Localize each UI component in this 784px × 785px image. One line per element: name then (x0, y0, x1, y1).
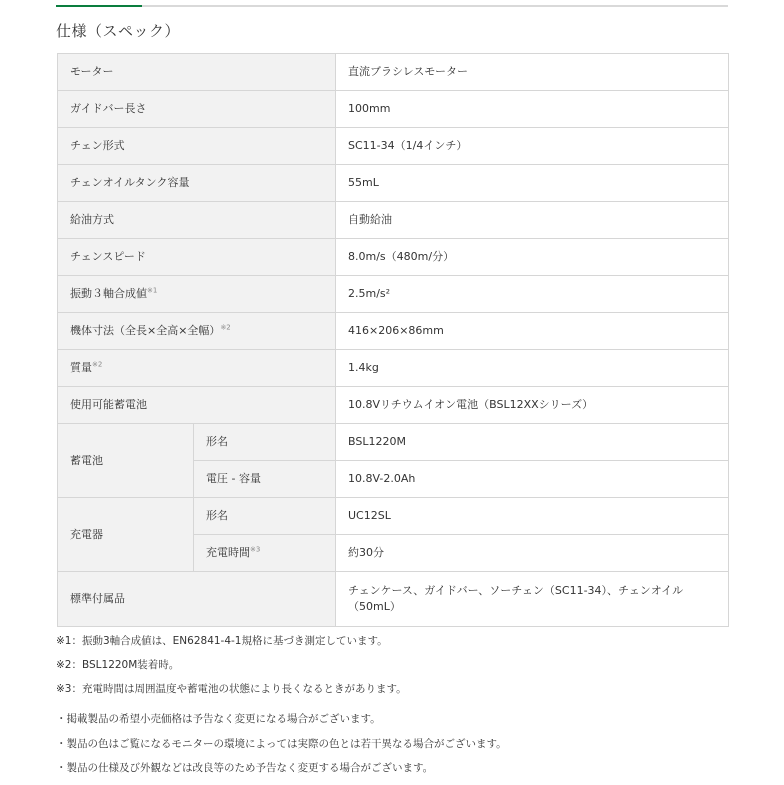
spec-group-label: 充電器 (58, 498, 194, 572)
disclaimers (56, 711, 507, 785)
spec-label: 機体寸法（全長×全高×全幅） (70, 324, 221, 337)
spec-label: モーター (58, 54, 336, 91)
spec-sub-label: 形名 (194, 424, 336, 461)
spec-label: 給油方式 (58, 202, 336, 239)
spec-value: UC12SL (336, 498, 729, 535)
table-row (58, 572, 729, 627)
spec-value: 416×206×86mm (336, 313, 729, 350)
spec-label: 質量 (70, 361, 92, 374)
spec-value: 8.0m/s（480m/分） (336, 239, 729, 276)
table-row (58, 239, 729, 276)
table-row (58, 313, 729, 350)
table-row (58, 54, 729, 91)
spec-label: チェンオイルタンク容量 (58, 165, 336, 202)
spec-value: BSL1220M (336, 424, 729, 461)
disclaimer-item: ・掲載製品の希望小売価格は予告なく変更になる場合がございます。 (56, 713, 381, 725)
table-row (58, 424, 729, 461)
spec-label-cell (58, 276, 336, 313)
spec-label-cell (58, 350, 336, 387)
spec-value: 約30分 (336, 535, 729, 572)
footnote-ref: ※2 (220, 323, 231, 332)
table-row (58, 91, 729, 128)
spec-sub-label: 電圧 - 容量 (194, 461, 336, 498)
spec-sub-label: 形名 (194, 498, 336, 535)
spec-sub-label-cell (194, 535, 336, 572)
spec-value: 10.8V-2.0Ah (336, 461, 729, 498)
spec-label: チェン形式 (58, 128, 336, 165)
table-row (58, 498, 729, 535)
spec-value: 100mm (336, 91, 729, 128)
table-row (58, 387, 729, 424)
section-divider-accent (56, 5, 142, 7)
spec-value: チェンケース、ガイドバー、ソーチェン（SC11-34）、チェンオイル（50mL） (336, 572, 729, 627)
section-divider (56, 5, 728, 7)
disclaimer-item: ・製品の仕様及び外観などは改良等のため予告なく変更する場合がございます。 (56, 762, 434, 774)
spec-label: 使用可能蓄電池 (58, 387, 336, 424)
footnote-ref: ※2 (92, 360, 103, 369)
spec-value: 自動給油 (336, 202, 729, 239)
footnotes (56, 633, 407, 705)
spec-label-cell (58, 313, 336, 350)
spec-value: 55mL (336, 165, 729, 202)
spec-label: 標準付属品 (58, 572, 336, 627)
spec-group-label: 蓄電池 (58, 424, 194, 498)
spec-value: 2.5m/s² (336, 276, 729, 313)
spec-value: 1.4kg (336, 350, 729, 387)
footnote: ※3：充電時間は周囲温度や蓄電池の状態により長くなるときがあります。 (56, 683, 407, 695)
spec-value: 10.8Vリチウムイオン電池（BSL12XXシリーズ） (336, 387, 729, 424)
spec-table (57, 53, 729, 627)
spec-label: 振動３軸合成値 (70, 287, 147, 300)
table-row (58, 128, 729, 165)
footnote-ref: ※3 (250, 545, 261, 554)
table-row (58, 276, 729, 313)
disclaimer-item: ・製品の色はご覧になるモニターの環境によっては実際の色とは若干異なる場合がございます。 (56, 737, 507, 750)
section-title: 仕様（スペック） (56, 22, 181, 40)
footnote-ref: ※1 (147, 286, 158, 295)
spec-value: SC11-34（1/4インチ） (336, 128, 729, 165)
spec-sub-label: 充電時間 (206, 546, 250, 559)
footnote: ※2：BSL1220M装着時。 (56, 659, 180, 671)
footnote: ※1：振動3軸合成値は、EN62841-4-1規格に基づき測定しています。 (56, 635, 388, 647)
table-row (58, 350, 729, 387)
spec-value: 直流ブラシレスモーター (336, 54, 729, 91)
spec-label: ガイドバー長さ (58, 91, 336, 128)
table-row (58, 165, 729, 202)
table-row (58, 202, 729, 239)
spec-label: チェンスピード (58, 239, 336, 276)
